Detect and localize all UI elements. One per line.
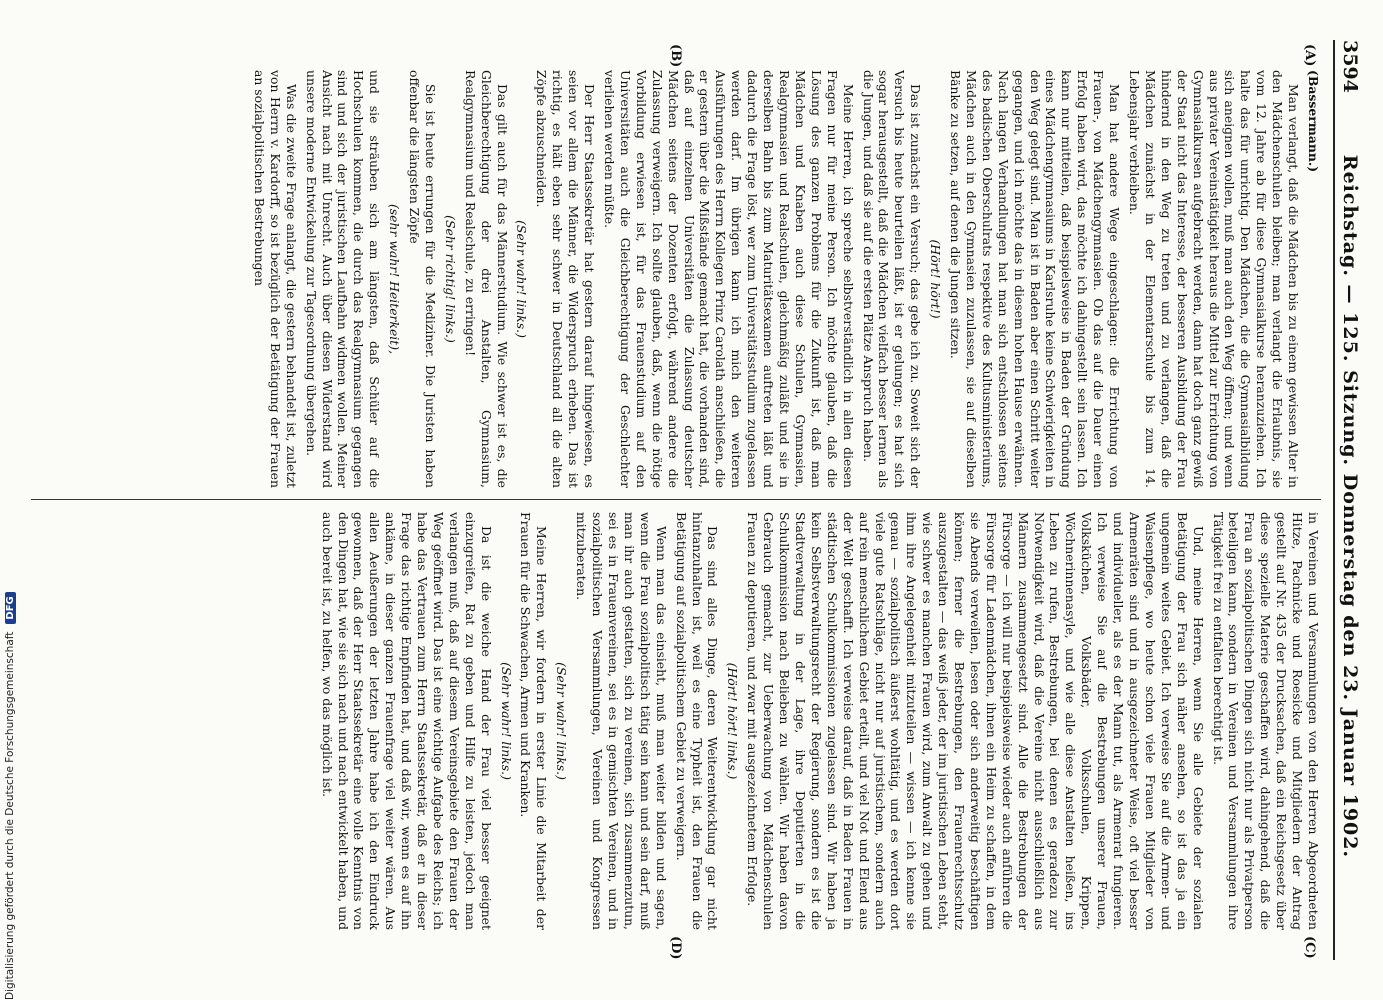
speaker-name: (Bassermann.) (1306, 70, 1321, 173)
column-divider (31, 499, 1321, 500)
paragraph: Und, meine Herren, wenn Sie alle Gebiete der sozialen Betätigung der Frau sich näher ansehen, so ist das ja ein ungemein weites Gebiet. Ich verweise Sie auf die Armen- und Waisenpflege, wo heute schon viele Frauen Mitglieder von Armenräten sind und in ausgezeichneter Weise, oft viel besser und individueller, als es der Mann tut, als Armenrat fungieren. Ich verweise Sie auf die Bestrebungen unserer Frauen, Volksküchen, Volksbäder, Volksschulen, Krippen, Wöchnerinnenasyle, und wie alle diese Anstalten heißen, ins Leben zu rufen, Bestrebungen, bei denen es geradezu zur Notwendigkeit wird, daß die Vereine nicht ausschließlich aus Männern zusammengesetzt sind. Alle die Bestrebungen der Fürsorge — ich will nur beispielsweise wieder auch anführen die Fürsorge für Ladenmädchen, ihnen ein Heim zu schaffen, in dem sie Abends verweilen, lesen oder sich anderweitig beschäftigen können; ferner die Bestrebungen, den Frauenrechtsschutz auszugestalten — das weiß jeder, der im juristischen Leben steht, wie schwer es manchen Frauen wird, zum Anwalt zu gehen und ihm ihre Angelegenheit mitzuteilen — wissen — ich kenne sie genau — sozialpolitisch äußerst wohltätig, und es werden dort viele gute Ratschläge, nicht nur auf juristischem, sondern auch auf rein menschlichem Gebiet erteilt, und viel Not und Elend aus der Welt geschafft. Ich verweise darauf, daß in Baden Frauen in städtischen Schulkommissionen zugelassen sind. Wir haben ja kein Selbstverwaltungsrecht der Regierung, sondern es ist die Stadtverwaltung in der Lage, ihre Deputierten in die Schulkommission nach Belieben zu wählen. Wir haben davon Gebrauch gemacht, zur Ueberwachung von Mädchenschulen Frauen zu deputieren, und zwar mit ausgezeichnetem Erfolge. (745, 512, 1206, 930)
paragraph: Das gilt auch für das Männerstudium. Wie schwer ist es, die Gleichberechtigung der drei Anstalten, Gymnasium, Realgymnasium und Realschule, zu erringen! (462, 70, 510, 488)
margin-mark-d: (D) (668, 936, 683, 960)
page-title: Reichstag. — 125. Sitzung. Donnerstag den 23. Januar 1902. (1339, 154, 1361, 859)
interjection: (Hört! hört!) (928, 239, 944, 319)
interjection: (Sehr wahr! links.) (498, 662, 514, 780)
page-number: 3594 (1339, 40, 1361, 93)
margin-mark-b: (B) (668, 44, 683, 68)
interjection: (Sehr wahr! links.) (554, 662, 570, 780)
right-column (31, 512, 1321, 930)
paragraph: Das sind alles Dinge, deren Weiterentwicklung gar nicht hintanzuhalten ist, weil es eine Typheit ist, den Frauen die Betätigung auf sozialpolitischem Gebiet zu verweigern. (673, 512, 721, 930)
paragraph: Das ist zunächst ein Versuch; das gebe ich zu. Soweit sich der Versuch bis heute beurteilen läßt, ist er gelungen; es hat sich sogar herausgestellt, daß die Mädchen vielfach besser lernen als die Jungen, und daß sie auf die ersten Plätze Anspruch haben. (860, 70, 924, 488)
paragraph: Man verlangt, daß die Mädchen bis zu einem gewissen Alter in den Mädchenschulen bleiben; man verlangt die Erlaubnis, sie vom 12. Jahre ab für diese Gymnasialkurse heranzuziehen. Ich halte das für unrichtig. Den Mädchen, die die Gymnasialbildung sich aneignen wollen, muß man auch den Weg öffnen; und wenn aus privater Vereinstätigkeit heraus die Mittel zur Errichtung von Gymnasialkursen aufgebracht werden, dann hat doch ganz gewiß der Staat nicht das Interesse, der besseren Ausbildung der Frau hindernd in den Weg zu treten und zu verlangen, daß die Mädchen zunächst in der Elementarschule bis zum 14. Lebensjahr verbleiben. (1127, 70, 1302, 488)
page-header (1333, 40, 1365, 960)
paragraph: Sie ist heute errungen für die Mediziner. Die Juristen haben offenbar die längsten Zöpfe (407, 70, 438, 488)
paragraph: Wenn man das einsieht, muß man weiter bilden und sagen, wenn die Frau sozialpolitisch tätig sein kann und sein darf, muß man ihr auch gestatten, sich zu vereinen, sich zusammenzutun, sei es in Frauenvereinen, sei es in gemischten Vereinen, und in sozialpolitischen Versammlungen, Vereinen und Kongressen mitzuberaten. (574, 512, 669, 930)
paragraph: und sie sträuben sich am längsten, daß Schüler auf die Hochschulen kommen, die durch das Realgymnasium gegangen sind und sich der juristischen Laufbahn widmen wollen. Meiner Ansicht nach mit Unrecht. Auch über diesen Widerstand wird unsere moderne Entwickelung zur Tagesordnung übergehen. (303, 70, 383, 488)
paragraph: Was die zweite Frage anlangt, die gestern behandelt ist, zuletzt von Herrn v. Kardorff, so ist bezüglich der Betätigung der Frauen an sozialpolitischen Bestrebungen (251, 70, 299, 488)
interjection: (sehr wahr! Heiterkeit), (387, 203, 403, 355)
dfg-logo: DFG (5, 592, 16, 623)
paragraph: Da ist die weiche Hand der Frau viel besser geeignet einzugreifen, Rat zu geben und Hilfe zu leisten, jedoch man verlangen muß, daß auf diesem Vereinsgebiete den Frauen der Weg geöffnet wird. Das ist eine wichtige Aufgabe des Reichs; ich habe das Vertrauen zum Herrn Staatssekretär, daß er in dieser Frage das richtige Empfinden hat, und daß wir, wenn es auf ihn ankäme, in dieser ganzen Frauenfrage viel weiter wären. Aus allen Aeußerungen der letzten Jahre habe ich den Eindruck gewonnen, daß der Herr Staatssekretär eine volle Kenntnis von den Dingen hat, wie sie sich nach und nach entwickelt haben, und auch bereit ist, zu helfen, wo das möglich ist. (319, 512, 494, 930)
interjection: (Sehr wahr! links.) (514, 220, 530, 338)
margin-mark-c: (C) (1302, 936, 1317, 959)
left-column (31, 70, 1321, 488)
paragraph: Meine Herren, ich spreche selbstverständlich in allen diesen Fragen nur für meine Person. Ich möchte glauben, daß die Lösung des ganzen Problems für die Zukunft ist, daß man Mädchen und Knaben auch diese Schulen, Gymnasien, Realgymnasien und Realschulen, gleichmäßig zuläßt und sie in derselben Bahn bis zum Maturitätsexamen auftreten läßt und dadurch die Frage löst, wer zum Universitätsstudium zugelassen werden darf. Im übrigen kann ich mich den weiteren Ausführungen des Herrn Kollegen Prinz Carolath anschließen, die er gestern über die Mißstände gemacht hat, die vorhanden sind, daß auf einzelnen Universitäten die Zulassung deutscher Mädchen seitens der Dozenten erfolgt, während andere die Zulassung verweigern. Ich sollte glauben, daß, wenn die nötige Vorbildung erwiesen ist, für das Frauenstudium auf den Universitäten auch die Gleichberechtigung der Geschlechter verliehen werden müßte. (602, 70, 856, 488)
paragraph: Der Herr Staatssekretär hat gestern darauf hingewiesen, es seien vor allem die Männer, die Widerspruch erheben. Das ist richtig, es hält eben sehr schwer in Deutschland all die alten Zöpfe abzuschneiden. (534, 70, 598, 488)
interjection: (Sehr richtig! links.) (442, 215, 458, 343)
paragraph: in Vereinen und Versammlungen von den Herren Abgeordneten Hitze, Pachnicke und Roesicke und Mitgliedern der Antrag gestellt auf Nr. 435 der Drucksachen, daß ein Reichsgesetz über diese spezielle Materie geschaffen wird, dahingehend, daß die Frau an sozialpolitischen Dingen sich nicht nur als Privatperson beteiligen kann, sondern in Vereinen und Versammlungen ihre Tätigkeit frei zu entfalten berechtigt ist. (1210, 512, 1321, 930)
interjection: (Hört! hört! links.) (725, 662, 741, 780)
paragraph: Meine Herren, wir fordern in erster Linie die Mitarbeit der Frauen für die Schwachen, Armen und Kranken. (518, 512, 550, 930)
paragraph: Man hat andere Wege eingeschlagen: die Errichtung von Frauen-, von Mädchengymnasien. Ob das auf die Dauer einen Erfolg haben wird, das möchte ich dahingestellt sein lassen. Ich kann nur mitteilen, daß beispielsweise in Baden der Gründung eines Mädchengymnasiums in Karlsruhe keine Schwierigkeiten in den Weg gelegt sind. Man ist in Baden aber einen Schritt weiter gegangen, und ich möchte das in diesem hohen Hause erwähnen. Nach langen Verhandlungen hat man sich entschlossen seitens des badischen Oberschulrats respektive des Kultusministeriums, Mädchen auch in den Gymnasien zuzulassen, sie auf dieselben Bänke zu setzen, auf denen die Jungen sitzen. (948, 70, 1123, 488)
margin-mark-a: (A) (1302, 44, 1317, 67)
footer-credit (2, 10, 18, 1000)
footer-text: Digitalisierung gefördert durch die Deutsche Forschungsgemeinschaft (4, 631, 16, 1000)
